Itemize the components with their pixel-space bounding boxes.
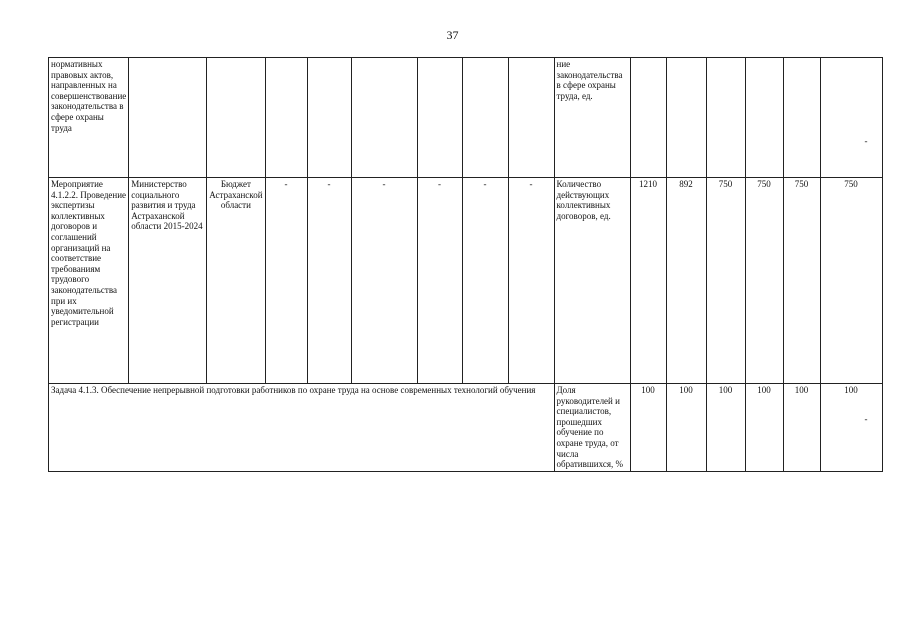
indicator-cell: Количество действующих коллективных договоров, ед. bbox=[554, 178, 630, 384]
program-table bbox=[48, 57, 883, 472]
value-cell bbox=[820, 384, 882, 472]
page-number: 37 bbox=[446, 28, 459, 42]
measure-name-cell: нормативных правовых актов, направленных на совершенствование законодательства в сфере охраны труда bbox=[49, 58, 129, 178]
mark-text: - bbox=[864, 413, 868, 424]
dash-cell: - bbox=[265, 178, 307, 384]
dash-cell: - bbox=[462, 178, 508, 384]
dash-cell: - bbox=[417, 178, 462, 384]
value-cell: 750 bbox=[820, 178, 882, 384]
value-cell: 100 bbox=[630, 384, 666, 472]
dash-cell: - bbox=[508, 178, 554, 384]
value-cell: 1210 bbox=[630, 178, 666, 384]
value-cell: 100 bbox=[745, 384, 783, 472]
indicator-cell: ние законодательства в сфере охраны труда, ед. bbox=[554, 58, 630, 178]
value-text: 100 bbox=[844, 385, 858, 395]
value-cell: 750 bbox=[706, 178, 745, 384]
value-cell: 100 bbox=[783, 384, 820, 472]
dash-cell: - bbox=[351, 178, 417, 384]
table-row bbox=[49, 178, 883, 384]
mark-cell: - bbox=[820, 58, 882, 178]
funding-source-cell: Бюджет Астраханской области bbox=[207, 178, 265, 384]
measure-name-cell: Мероприятие 4.1.2.2. Проведение экспертизы коллективных договоров и соглашений организаций на соответствие требованиям трудового законодательства при их уведомительной регистрации bbox=[49, 178, 129, 384]
value-cell: 750 bbox=[745, 178, 783, 384]
value-cell: 750 bbox=[783, 178, 820, 384]
dash-cell: - bbox=[307, 178, 351, 384]
table-row bbox=[49, 384, 883, 472]
executor-cell: Министерство социального развития и труда Астраханской области 2015-2024 bbox=[129, 178, 207, 384]
value-cell: 100 bbox=[666, 384, 706, 472]
value-cell: 100 bbox=[706, 384, 745, 472]
task-cell: Задача 4.1.3. Обеспечение непрерывной подготовки работников по охране труда на основе современных технологий обучения bbox=[49, 384, 555, 472]
value-cell: 892 bbox=[666, 178, 706, 384]
table-row bbox=[49, 58, 883, 178]
indicator-cell: Доля руководителей и специалистов, прошедших обучение по охране труда, от числа обратившихся, % bbox=[554, 384, 630, 472]
